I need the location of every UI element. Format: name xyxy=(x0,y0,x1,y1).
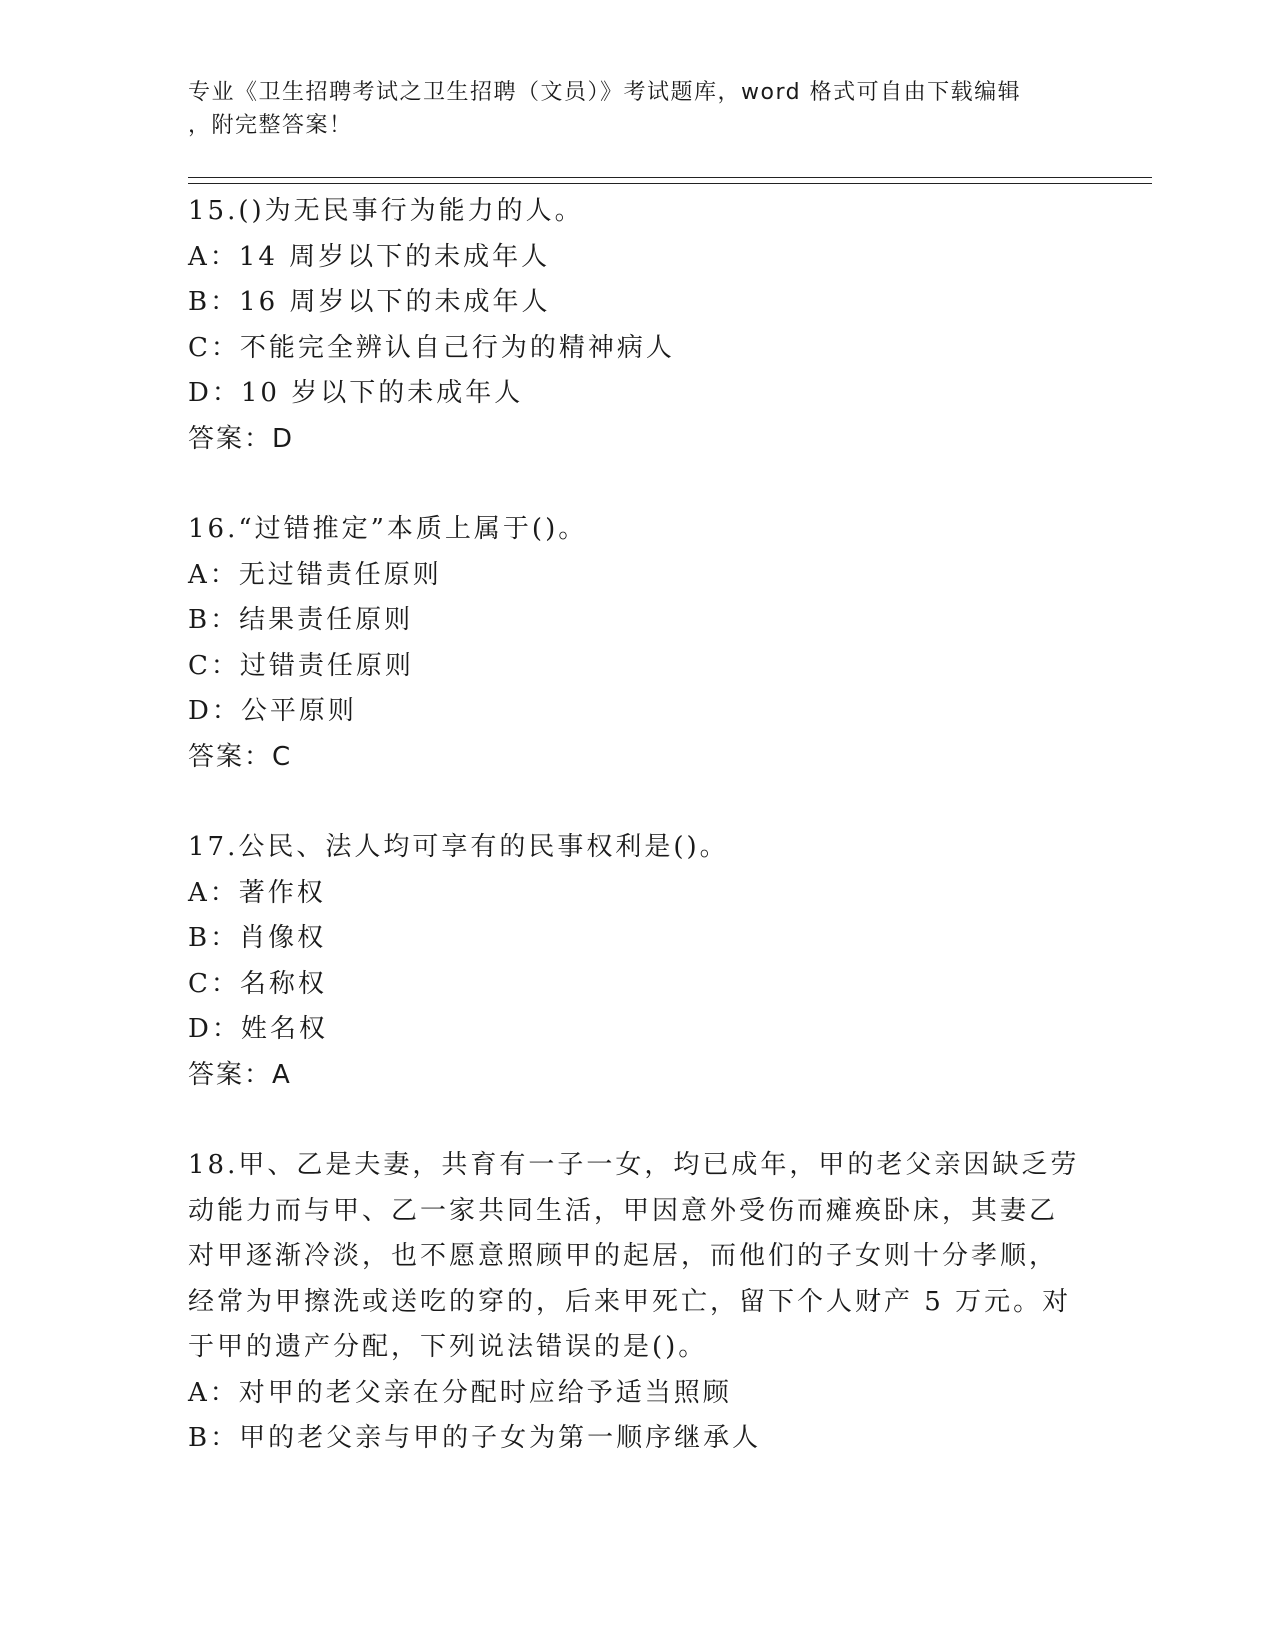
option-b: B：甲的老父亲与甲的子女为第一顺序继承人 xyxy=(188,1423,762,1453)
question-18 xyxy=(188,1143,1088,1462)
option-a: A：对甲的老父亲在分配时应给予适当照顾 xyxy=(188,1377,732,1408)
question-stem: 15.()为无民事行为能力的人。 xyxy=(188,196,584,226)
header-line-1: 专业《卫生招聘考试之卫生招聘（文员）》考试题库，word 格式可自由下载编辑 xyxy=(188,80,1022,105)
option-c: C：不能完全辨认自己行为的精神病人 xyxy=(188,332,675,363)
question-stem-line: 经常为甲擦洗或送吃的穿的，后来甲死亡，留下个人财产 5 万元。对 xyxy=(188,1286,1072,1317)
option-d: D：10 岁以下的未成年人 xyxy=(188,378,524,408)
option-a: A：14 周岁以下的未成年人 xyxy=(188,241,551,272)
document-header xyxy=(188,76,1068,142)
option-a: A：无过错责任原则 xyxy=(188,559,442,590)
answer: 答案：D xyxy=(188,423,295,454)
question-17 xyxy=(188,825,1088,1098)
question-stem: 17.公民、法人均可享有的民事权利是()。 xyxy=(188,832,729,862)
header-line-2: ，附完整答案！ xyxy=(188,113,353,138)
option-a: A：著作权 xyxy=(188,877,326,908)
question-stem-line: 对甲逐渐冷淡，也不愿意照顾甲的起居，而他们的子女则十分孝顺， xyxy=(188,1241,1059,1271)
option-b: B：肖像权 xyxy=(188,923,327,953)
question-stem: 16.“过错推定”本质上属于()。 xyxy=(188,514,588,544)
option-d: D：公平原则 xyxy=(188,696,357,726)
header-rule-top xyxy=(188,177,1152,178)
question-16 xyxy=(188,507,1088,780)
option-c: C：过错责任原则 xyxy=(188,650,414,681)
option-d: D：姓名权 xyxy=(188,1014,328,1044)
question-stem-line: 于甲的遗产分配，下列说法错误的是()。 xyxy=(188,1332,708,1362)
header-rule-bottom xyxy=(188,183,1152,184)
answer: 答案：A xyxy=(188,1059,292,1090)
question-15 xyxy=(188,189,1088,462)
answer: 答案：C xyxy=(188,741,293,772)
option-c: C：名称权 xyxy=(188,968,327,999)
question-list xyxy=(188,189,1088,1462)
option-b: B：结果责任原则 xyxy=(188,605,414,635)
question-stem-line: 动能力而与甲、乙一家共同生活，甲因意外受伤而瘫痪卧床，其妻乙 xyxy=(188,1195,1059,1226)
question-stem-line: 18.甲、乙是夫妻，共育有一子一女，均已成年，甲的老父亲因缺乏劳 xyxy=(188,1150,1080,1180)
option-b: B：16 周岁以下的未成年人 xyxy=(188,287,551,317)
